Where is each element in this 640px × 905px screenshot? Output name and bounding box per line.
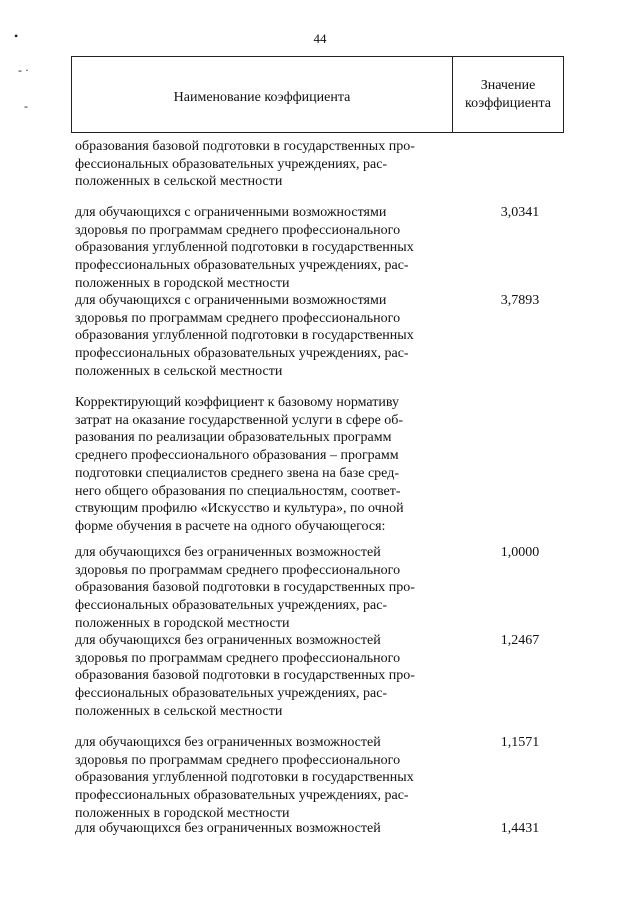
table-header (71, 56, 564, 133)
row-value: 1,0000 (500, 545, 540, 560)
row-text: для обучающихся без ограниченных возможностей (75, 821, 381, 836)
row-text: образования базовой подготовки в государственных про- фессиональных образовательных учреждениях, рас- положенных в сельской местности (75, 139, 415, 190)
column-header-value-line2: коэффициента (465, 95, 551, 111)
row-text: для обучающихся без ограниченных возможностей здоровья по программам среднего профессионального образования углубленной подготовки в государственных профессиональных образовательных учреждениях, рас- положенных в городской местности (75, 735, 414, 821)
row-value: 1,4431 (500, 821, 540, 836)
scan-mark-2: - · (18, 63, 29, 77)
row-value: 3,0341 (500, 205, 540, 220)
scan-mark-1: • (14, 29, 19, 43)
row-value: 1,2467 (500, 633, 540, 648)
row-text: для обучающихся с ограниченными возможностями здоровья по программам среднего профессионального образования углубленной подготовки в государственных профессиональных образовательных учреждениях, рас- положенных в сельской местности (75, 293, 414, 379)
row-text: Корректирующий коэффициент к базовому нормативу затрат на оказание государственной услуги в сфере об- разования по реализации образовательных программ среднего профессионального образования – программ подготовки специалистов среднего звена на базе сред- него общего образования по специальностям, соответ- ствующим профилю «Искусство и культура», по очной форме обучения в расчете на одного обучающегося: (75, 395, 404, 534)
row-value: 3,7893 (500, 293, 540, 308)
row-value: 1,1571 (500, 735, 540, 750)
row-text: для обучающихся без ограниченных возможностей здоровья по программам среднего профессионального образования базовой подготовки в государственных про- фессиональных образовательных учреждениях, рас- положенных в городской местности (75, 545, 415, 631)
column-header-name: Наименование коэффициента (173, 89, 351, 105)
row-text: для обучающихся с ограниченными возможностями здоровья по программам среднего профессионального образования углубленной подготовки в государственных профессиональных образовательных учреждениях, рас- положенных в городской местности (75, 205, 414, 291)
column-header-value-line1: Значение (480, 77, 536, 93)
column-header-value (453, 57, 563, 132)
page-number: 44 (313, 31, 327, 46)
row-text: для обучающихся без ограниченных возможностей здоровья по программам среднего профессионального образования базовой подготовки в государственных про- фессиональных образовательных учреждениях, рас- положенных в сельской местности (75, 633, 415, 719)
scan-mark-3: - (24, 99, 28, 113)
